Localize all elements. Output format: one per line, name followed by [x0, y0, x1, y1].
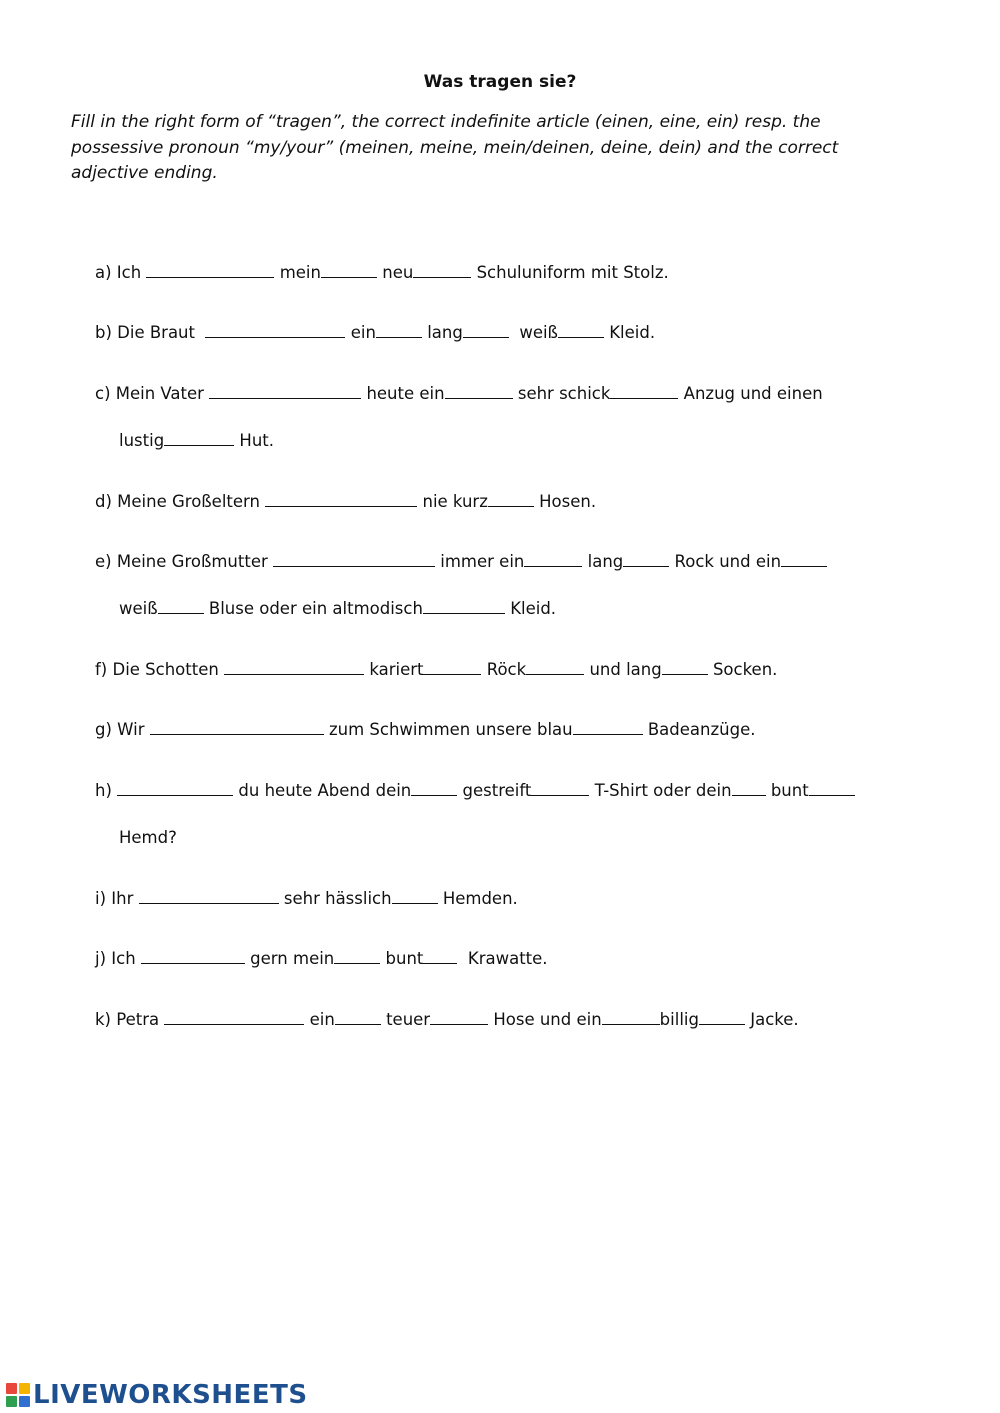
answer-blank[interactable]: [146, 263, 274, 278]
answer-blank[interactable]: [423, 599, 505, 614]
exercise-text: immer ein: [440, 552, 525, 571]
exercise-text: Kleid.: [510, 599, 557, 618]
exercise-text: Hut.: [239, 431, 275, 450]
exercise-h: [95, 780, 925, 847]
answer-blank[interactable]: [150, 720, 324, 735]
exercise-text: j) Ich: [95, 949, 136, 968]
exercise-text: weiß: [119, 599, 158, 618]
answer-blank[interactable]: [524, 552, 582, 567]
exercise-text: Hose und ein: [493, 1010, 602, 1029]
exercise-j: [95, 948, 925, 970]
logo-square-red: [6, 1383, 17, 1394]
exercise-d: [95, 491, 925, 513]
exercise-c-line2: [119, 430, 274, 452]
answer-blank[interactable]: [164, 1010, 304, 1025]
instructions: Fill in the right form of “tragen”, the correct indefinite article (einen, eine, ein) resp. the possessive pronoun “my/your” (meinen, meine, mein/deinen, deine, dein) and the correct adjective ending.: [71, 112, 839, 183]
answer-blank[interactable]: [423, 949, 457, 964]
exercise-text: b) Die Braut: [95, 323, 195, 342]
exercise-text: h): [95, 781, 112, 800]
exercise-text: nie kurz: [422, 492, 488, 511]
exercise-text: k) Petra: [95, 1010, 160, 1029]
answer-blank[interactable]: [265, 492, 417, 507]
exercise-text: a) Ich: [95, 263, 142, 282]
answer-blank[interactable]: [164, 431, 234, 446]
exercise-b: [95, 322, 925, 344]
exercise-text: Badeanzüge.: [647, 720, 756, 739]
answer-blank[interactable]: [273, 552, 435, 567]
exercise-text: neu: [382, 263, 414, 282]
exercise-h-line2: [119, 827, 177, 849]
exercise-text: lang: [587, 552, 624, 571]
answer-blank[interactable]: [224, 660, 364, 675]
answer-blank[interactable]: [558, 323, 604, 338]
exercise-f: [95, 659, 925, 681]
answer-blank[interactable]: [411, 781, 457, 796]
exercise-text: du heute Abend dein: [238, 781, 412, 800]
exercise-i: [95, 888, 925, 910]
logo-grid-icon: [6, 1383, 30, 1407]
exercise-text: Bluse oder ein altmodisch: [208, 599, 423, 618]
exercise-text: Rock und ein: [674, 552, 782, 571]
exercise-text: ein: [350, 323, 376, 342]
exercise-text: bunt: [385, 949, 424, 968]
exercise-text: sehr schick: [517, 384, 611, 403]
answer-blank[interactable]: [699, 1010, 745, 1025]
answer-blank[interactable]: [623, 552, 669, 567]
answer-blank[interactable]: [463, 323, 509, 338]
exercise-text: g) Wir: [95, 720, 145, 739]
exercise-text: T-Shirt oder dein: [594, 781, 732, 800]
answer-blank[interactable]: [321, 263, 377, 278]
worksheet-title: Was tragen sie?: [423, 72, 577, 92]
exercise-text: i) Ihr: [95, 889, 134, 908]
exercise-text: d) Meine Großeltern: [95, 492, 260, 511]
answer-blank[interactable]: [209, 384, 361, 399]
exercise-text: Hemden.: [442, 889, 518, 908]
answer-blank[interactable]: [334, 949, 380, 964]
answer-blank[interactable]: [531, 781, 589, 796]
answer-blank[interactable]: [430, 1010, 488, 1025]
exercise-text: f) Die Schotten: [95, 660, 219, 679]
exercise-text: zum Schwimmen unsere blau: [328, 720, 573, 739]
exercise-text: mein: [279, 263, 321, 282]
logo-square-blue: [19, 1396, 30, 1407]
answer-blank[interactable]: [423, 660, 481, 675]
exercise-text: Socken.: [712, 660, 778, 679]
answer-blank[interactable]: [602, 1010, 660, 1025]
exercise-text: Hosen.: [539, 492, 597, 511]
exercise-text: ein: [309, 1010, 335, 1029]
exercise-text: Röck: [486, 660, 527, 679]
answer-blank[interactable]: [117, 781, 233, 796]
exercise-text: lustig: [119, 431, 165, 450]
exercise-e: [95, 551, 925, 618]
exercise-text: lang: [427, 323, 463, 342]
exercise-text: heute ein: [366, 384, 445, 403]
answer-blank[interactable]: [392, 889, 438, 904]
answer-blank[interactable]: [413, 263, 471, 278]
answer-blank[interactable]: [335, 1010, 381, 1025]
answer-blank[interactable]: [158, 599, 204, 614]
exercise-text: Anzug und einen: [683, 384, 823, 403]
liveworksheets-logo[interactable]: [6, 1379, 308, 1411]
answer-blank[interactable]: [445, 384, 513, 399]
answer-blank[interactable]: [732, 781, 766, 796]
exercise-g: [95, 719, 925, 741]
exercise-text: e) Meine Großmutter: [95, 552, 268, 571]
exercise-text: gestreift: [462, 781, 532, 800]
exercise-text: gern mein: [250, 949, 335, 968]
answer-blank[interactable]: [610, 384, 678, 399]
exercise-text: Schuluniform mit Stolz.: [476, 263, 669, 282]
exercise-k: [95, 1009, 925, 1031]
exercise-text: und lang: [589, 660, 662, 679]
exercise-text: weiß: [519, 323, 558, 342]
exercise-a: [95, 262, 925, 284]
exercise-e-line2: [119, 598, 556, 620]
logo-square-yellow: [19, 1383, 30, 1394]
answer-blank[interactable]: [205, 323, 345, 338]
answer-blank[interactable]: [526, 660, 584, 675]
exercise-text: teuer: [386, 1010, 431, 1029]
answer-blank[interactable]: [809, 781, 855, 796]
exercise-text: c) Mein Vater: [95, 384, 204, 403]
exercise-text: kariert: [369, 660, 424, 679]
answer-blank[interactable]: [141, 949, 245, 964]
answer-blank[interactable]: [573, 720, 643, 735]
answer-blank[interactable]: [781, 552, 827, 567]
exercise-text: billig: [659, 1010, 699, 1029]
logo-text: LIVEWORKSHEETS: [33, 1380, 308, 1410]
exercise-text: Jacke.: [750, 1010, 799, 1029]
logo-square-green: [6, 1396, 17, 1407]
exercise-text: sehr hässlich: [283, 889, 392, 908]
exercise-text: Hemd?: [119, 828, 177, 847]
exercise-text: Kleid.: [609, 323, 656, 342]
exercise-text: Krawatte.: [467, 949, 548, 968]
answer-blank[interactable]: [376, 323, 422, 338]
answer-blank[interactable]: [488, 492, 534, 507]
answer-blank[interactable]: [662, 660, 708, 675]
exercise-c: [95, 383, 925, 450]
exercise-text: bunt: [770, 781, 809, 800]
answer-blank[interactable]: [139, 889, 279, 904]
